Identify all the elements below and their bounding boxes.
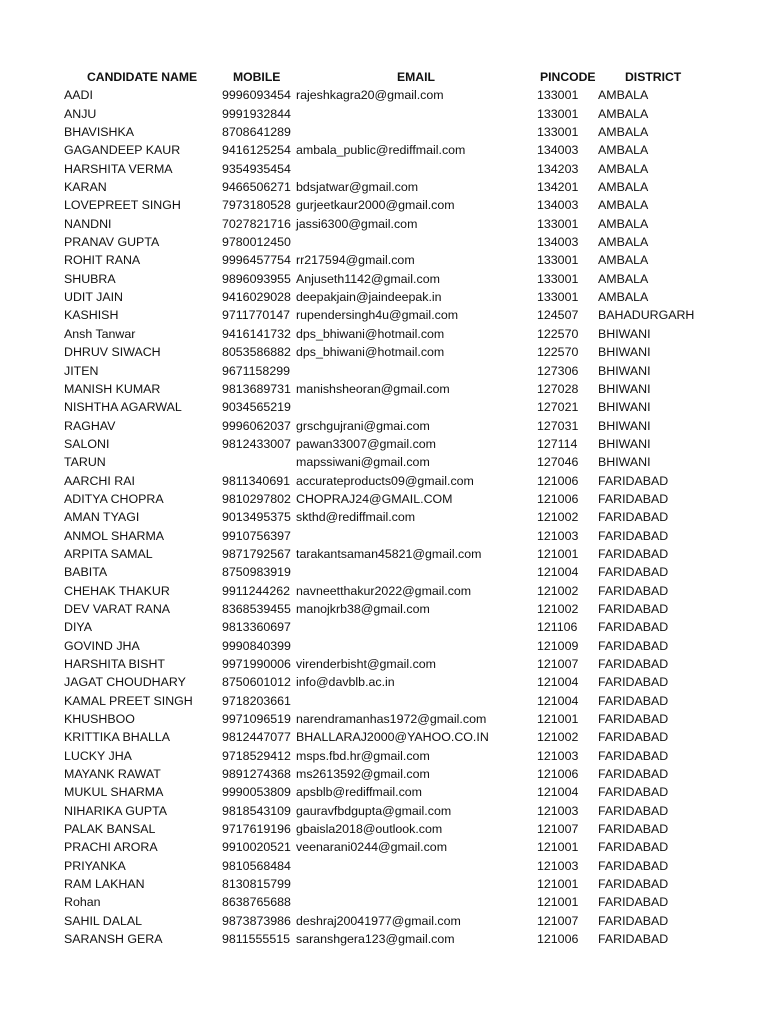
- mobile-cell: 9013495375: [222, 510, 291, 525]
- candidate-name-cell: ANJU: [64, 106, 97, 121]
- district-cell: FARIDABAD: [598, 767, 669, 782]
- header-email: EMAIL: [397, 70, 435, 84]
- mobile-cell: 9896093955: [222, 271, 291, 286]
- header-pincode: PINCODE: [540, 70, 596, 84]
- candidate-table: [0, 68, 768, 949]
- district-cell: AMBALA: [598, 253, 649, 268]
- district-cell: FARIDABAD: [598, 712, 669, 727]
- candidate-name-cell: KASHISH: [64, 308, 119, 323]
- table-row: [0, 325, 768, 343]
- table-row: [0, 435, 768, 453]
- email-cell: gauravfbdgupta@gmail.com: [296, 803, 452, 818]
- mobile-cell: 9991932844: [222, 106, 291, 121]
- pincode-cell: 121002: [537, 583, 579, 598]
- pincode-cell: 121006: [537, 473, 579, 488]
- table-header: [0, 68, 768, 86]
- mobile-cell: 9718203661: [222, 693, 291, 708]
- district-cell: AMBALA: [598, 180, 649, 195]
- district-cell: AMBALA: [598, 106, 649, 121]
- email-cell: navneetthakur2022@gmail.com: [296, 583, 472, 598]
- mobile-cell: 9990053809: [222, 785, 291, 800]
- candidate-name-cell: BABITA: [64, 565, 108, 580]
- pincode-cell: 121006: [537, 767, 579, 782]
- mobile-cell: 9812447077: [222, 730, 291, 745]
- table-row: [0, 123, 768, 141]
- email-cell: bdsjatwar@gmail.com: [296, 180, 419, 195]
- email-cell: rupendersingh4u@gmail.com: [296, 308, 459, 323]
- pincode-cell: 133001: [537, 125, 579, 140]
- pincode-cell: 122570: [537, 345, 579, 360]
- email-cell: narendramanhas1972@gmail.com: [296, 712, 487, 727]
- table-row: [0, 490, 768, 508]
- email-cell: mapssiwani@gmail.com: [296, 455, 430, 470]
- email-cell: apsblb@rediffmail.com: [296, 785, 422, 800]
- pincode-cell: 121004: [537, 785, 579, 800]
- pincode-cell: 121002: [537, 730, 579, 745]
- candidate-name-cell: BHAVISHKA: [64, 125, 135, 140]
- district-cell: BHIWANI: [598, 455, 651, 470]
- mobile-cell: 9971096519: [222, 712, 291, 727]
- pincode-cell: 121001: [537, 712, 579, 727]
- district-cell: FARIDABAD: [598, 913, 669, 928]
- candidate-name-cell: SARANSH GERA: [64, 932, 163, 947]
- candidate-name-cell: PRACHI ARORA: [64, 840, 158, 855]
- table-row: [0, 930, 768, 948]
- email-cell: ambala_public@rediffmail.com: [296, 143, 466, 158]
- table-row: [0, 472, 768, 490]
- pincode-cell: 133001: [537, 290, 579, 305]
- candidate-name-cell: AADI: [64, 88, 93, 103]
- table-row: [0, 527, 768, 545]
- district-cell: FARIDABAD: [598, 785, 669, 800]
- table-row: [0, 160, 768, 178]
- candidate-name-cell: KRITTIKA BHALLA: [64, 730, 171, 745]
- mobile-cell: 9034565219: [222, 400, 291, 415]
- email-cell: grschgujrani@gmai.com: [296, 418, 430, 433]
- pincode-cell: 134003: [537, 143, 579, 158]
- mobile-cell: 9996457754: [222, 253, 291, 268]
- mobile-cell: 9466506271: [222, 180, 291, 195]
- pincode-cell: 121004: [537, 565, 579, 580]
- pincode-cell: 121002: [537, 601, 579, 616]
- table-row: [0, 783, 768, 801]
- candidate-name-cell: JITEN: [64, 363, 99, 378]
- pincode-cell: 133001: [537, 271, 579, 286]
- candidate-name-cell: DEV VARAT RANA: [64, 601, 171, 616]
- email-cell: msps.fbd.hr@gmail.com: [296, 748, 430, 763]
- district-cell: AMBALA: [598, 216, 649, 231]
- district-cell: FARIDABAD: [598, 932, 669, 947]
- candidate-name-cell: PALAK BANSAL: [64, 822, 156, 837]
- table-row: [0, 747, 768, 765]
- candidate-name-cell: DHRUV SIWACH: [64, 345, 161, 360]
- district-cell: FARIDABAD: [598, 565, 669, 580]
- district-cell: BHIWANI: [598, 418, 651, 433]
- district-cell: FARIDABAD: [598, 675, 669, 690]
- header-district: DISTRICT: [625, 70, 682, 84]
- email-cell: manojkrb38@gmail.com: [296, 601, 430, 616]
- table-row: [0, 600, 768, 618]
- mobile-cell: 7027821716: [222, 216, 291, 231]
- table-row: [0, 398, 768, 416]
- mobile-cell: 9780012450: [222, 235, 291, 250]
- pincode-cell: 127028: [537, 381, 579, 396]
- candidate-name-cell: LOVEPREET SINGH: [64, 198, 181, 213]
- pincode-cell: 121003: [537, 528, 579, 543]
- header-mobile: MOBILE: [233, 70, 281, 84]
- candidate-name-cell: NISHTHA AGARWAL: [64, 400, 182, 415]
- mobile-cell: 7973180528: [222, 198, 291, 213]
- table-row: [0, 637, 768, 655]
- mobile-cell: 9711770147: [222, 308, 290, 323]
- district-cell: FARIDABAD: [598, 601, 669, 616]
- pincode-cell: 133001: [537, 106, 579, 121]
- table-row: [0, 875, 768, 893]
- table-row: [0, 820, 768, 838]
- email-cell: rajeshkagra20@gmail.com: [296, 88, 444, 103]
- table-row: [0, 508, 768, 526]
- mobile-cell: 9812433007: [222, 436, 291, 451]
- district-cell: FARIDABAD: [598, 528, 669, 543]
- pincode-cell: 121004: [537, 675, 579, 690]
- mobile-cell: 9873873986: [222, 913, 291, 928]
- mobile-cell: 9818543109: [222, 803, 291, 818]
- table-row: [0, 288, 768, 306]
- table-row: [0, 838, 768, 856]
- pincode-cell: 127046: [537, 455, 579, 470]
- table-row: [0, 251, 768, 269]
- pincode-cell: 133001: [537, 253, 579, 268]
- pincode-cell: 127031: [537, 418, 579, 433]
- candidate-name-cell: RAM LAKHAN: [64, 877, 145, 892]
- mobile-cell: 8368539455: [222, 601, 291, 616]
- pincode-cell: 121003: [537, 748, 579, 763]
- email-cell: pawan33007@gmail.com: [296, 436, 437, 451]
- district-cell: FARIDABAD: [598, 657, 669, 671]
- table-row: [0, 380, 768, 398]
- pincode-cell: 122570: [537, 326, 579, 341]
- district-cell: FARIDABAD: [598, 730, 669, 745]
- candidate-name-cell: PRANAV GUPTA: [64, 235, 160, 250]
- mobile-cell: 9811555515: [222, 932, 290, 947]
- district-cell: FARIDABAD: [598, 840, 669, 855]
- table-row: [0, 270, 768, 288]
- candidate-name-cell: RAGHAV: [64, 418, 116, 433]
- mobile-cell: 9871792567: [222, 546, 291, 561]
- table-row: [0, 417, 768, 435]
- mobile-cell: 9354935454: [222, 161, 291, 176]
- email-cell: deshraj20041977@gmail.com: [296, 913, 461, 928]
- candidate-name-cell: CHEHAK THAKUR: [64, 583, 170, 598]
- table-row: [0, 215, 768, 233]
- table-row: [0, 233, 768, 251]
- table-row: [0, 728, 768, 746]
- pincode-cell: 121001: [537, 546, 579, 561]
- pincode-cell: 121001: [537, 877, 579, 892]
- email-cell: Anjuseth1142@gmail.com: [296, 271, 440, 286]
- email-cell: dps_bhiwani@hotmail.com: [296, 326, 445, 341]
- district-cell: AMBALA: [598, 88, 649, 103]
- district-cell: FARIDABAD: [598, 510, 669, 525]
- mobile-cell: 9996093454: [222, 88, 291, 103]
- pincode-cell: 121006: [537, 932, 579, 947]
- email-cell: manishsheoran@gmail.com: [296, 381, 450, 396]
- table-row: [0, 765, 768, 783]
- mobile-cell: 9416029028: [222, 290, 291, 305]
- district-cell: FARIDABAD: [598, 877, 669, 892]
- district-cell: FARIDABAD: [598, 638, 669, 653]
- district-cell: FARIDABAD: [598, 822, 669, 837]
- table-row: [0, 178, 768, 196]
- pincode-cell: 133001: [537, 88, 579, 103]
- district-cell: BHIWANI: [598, 326, 651, 341]
- candidate-name-cell: MUKUL SHARMA: [64, 785, 164, 800]
- table-row: [0, 563, 768, 581]
- district-cell: BHIWANI: [598, 363, 651, 378]
- district-cell: FARIDABAD: [598, 693, 669, 708]
- table-row: [0, 857, 768, 875]
- email-cell: CHOPRAJ24@GMAIL.COM: [296, 491, 453, 506]
- pincode-cell: 121007: [537, 822, 579, 837]
- email-cell: info@davblb.ac.in: [296, 675, 395, 690]
- district-cell: AMBALA: [598, 271, 649, 286]
- pincode-cell: 134003: [537, 235, 579, 250]
- candidate-name-cell: HARSHITA BISHT: [64, 657, 165, 671]
- district-cell: AMBALA: [598, 125, 649, 140]
- email-cell: dps_bhiwani@hotmail.com: [296, 345, 445, 360]
- pincode-cell: 127306: [537, 363, 579, 378]
- candidate-name-cell: PRIYANKA: [64, 858, 126, 873]
- table-row: [0, 105, 768, 123]
- district-cell: BHIWANI: [598, 436, 651, 451]
- table-row: [0, 618, 768, 636]
- pincode-cell: 134203: [537, 161, 579, 176]
- table-row: [0, 362, 768, 380]
- mobile-cell: 9996062037: [222, 418, 291, 433]
- candidate-name-cell: GAGANDEEP KAUR: [64, 143, 181, 158]
- candidate-name-cell: ROHIT RANA: [64, 253, 141, 268]
- mobile-cell: 9416125254: [222, 143, 291, 158]
- pincode-cell: 124507: [537, 308, 579, 323]
- email-cell: BHALLARAJ2000@YAHOO.CO.IN: [296, 730, 489, 745]
- email-cell: deepakjain@jaindeepak.in: [296, 290, 442, 305]
- district-cell: FARIDABAD: [598, 491, 669, 506]
- candidate-name-cell: LUCKY JHA: [64, 748, 132, 763]
- candidate-name-cell: ADITYA CHOPRA: [64, 491, 164, 506]
- district-cell: FARIDABAD: [598, 803, 669, 818]
- district-cell: BAHADURGARH: [598, 308, 695, 323]
- table-row: [0, 582, 768, 600]
- mobile-cell: 8750601012: [222, 675, 291, 690]
- email-cell: jassi6300@gmail.com: [296, 216, 418, 231]
- district-cell: AMBALA: [598, 161, 649, 176]
- email-cell: virenderbisht@gmail.com: [296, 657, 436, 671]
- email-cell: saranshgera123@gmail.com: [296, 932, 455, 947]
- candidate-name-cell: AARCHI RAI: [64, 473, 135, 488]
- pincode-cell: 121004: [537, 693, 579, 708]
- mobile-cell: 9910020521: [222, 840, 291, 855]
- district-cell: FARIDABAD: [598, 546, 669, 561]
- email-cell: skthd@rediffmail.com: [296, 510, 416, 525]
- email-cell: gurjeetkaur2000@gmail.com: [296, 198, 455, 213]
- table-row: [0, 306, 768, 324]
- email-cell: gbaisla2018@outlook.com: [296, 822, 443, 837]
- mobile-cell: 9891274368: [222, 767, 291, 782]
- mobile-cell: 9810297802: [222, 491, 291, 506]
- mobile-cell: 9910756397: [222, 528, 291, 543]
- candidate-name-cell: ARPITA SAMAL: [64, 546, 153, 561]
- table-row: [0, 453, 768, 471]
- district-cell: AMBALA: [598, 290, 649, 305]
- mobile-cell: 8708641289: [222, 125, 291, 140]
- mobile-cell: 8130815799: [222, 877, 291, 892]
- table-row: [0, 692, 768, 710]
- pincode-cell: 134003: [537, 198, 579, 213]
- mobile-cell: 9990840399: [222, 638, 291, 653]
- candidate-name-cell: Ansh Tanwar: [64, 326, 136, 341]
- pincode-cell: 133001: [537, 216, 579, 231]
- candidate-name-cell: KARAN: [64, 180, 107, 195]
- district-cell: FARIDABAD: [598, 620, 669, 635]
- email-cell: tarakantsaman45821@gmail.com: [296, 546, 482, 561]
- mobile-cell: 9911244262: [222, 583, 290, 598]
- pincode-cell: 121006: [537, 491, 579, 506]
- mobile-cell: 9811340691: [222, 473, 290, 488]
- table-row: [0, 802, 768, 820]
- pincode-cell: 121002: [537, 510, 579, 525]
- candidate-name-cell: KHUSHBOO: [64, 712, 135, 727]
- district-cell: FARIDABAD: [598, 748, 669, 763]
- email-cell: ms2613592@gmail.com: [296, 767, 430, 782]
- district-cell: BHIWANI: [598, 345, 651, 360]
- pincode-cell: 127021: [537, 400, 579, 415]
- pincode-cell: 134201: [537, 180, 579, 195]
- candidate-name-cell: GOVIND JHA: [64, 638, 140, 653]
- district-cell: FARIDABAD: [598, 895, 669, 910]
- candidate-name-cell: UDIT JAIN: [64, 290, 123, 305]
- candidate-name-cell: SHUBRA: [64, 271, 116, 286]
- pincode-cell: 121009: [537, 638, 579, 653]
- table-row: [0, 655, 768, 673]
- mobile-cell: 8638765688: [222, 895, 291, 910]
- mobile-cell: 9416141732: [222, 326, 291, 341]
- mobile-cell: 9971990006: [222, 657, 291, 671]
- table-row: [0, 545, 768, 563]
- candidate-name-cell: HARSHITA VERMA: [64, 161, 173, 176]
- candidate-name-cell: NANDNI: [64, 216, 112, 231]
- district-cell: AMBALA: [598, 198, 649, 213]
- pincode-cell: 121001: [537, 895, 579, 910]
- candidate-name-cell: MANISH KUMAR: [64, 381, 161, 396]
- pincode-cell: 121003: [537, 858, 579, 873]
- mobile-cell: 9717619196: [222, 822, 291, 837]
- pincode-cell: 121007: [537, 913, 579, 928]
- table-row: [0, 86, 768, 104]
- candidate-name-cell: NIHARIKA GUPTA: [64, 803, 168, 818]
- mobile-cell: 9813689731: [222, 381, 291, 396]
- table-row: [0, 343, 768, 361]
- candidate-name-cell: Rohan: [64, 895, 101, 910]
- pincode-cell: 127114: [537, 436, 578, 451]
- district-cell: BHIWANI: [598, 381, 651, 396]
- candidate-name-cell: AMAN TYAGI: [64, 510, 140, 525]
- pincode-cell: 121001: [537, 840, 579, 855]
- table-row: [0, 710, 768, 728]
- table-row: [0, 141, 768, 159]
- mobile-cell: 8750983919: [222, 565, 291, 580]
- mobile-cell: 8053586882: [222, 345, 291, 360]
- pincode-cell: 121106: [537, 620, 578, 635]
- mobile-cell: 9718529412: [222, 748, 291, 763]
- mobile-cell: 9810568484: [222, 858, 291, 873]
- district-cell: AMBALA: [598, 143, 649, 158]
- email-cell: rr217594@gmail.com: [296, 253, 415, 268]
- candidate-name-cell: JAGAT CHOUDHARY: [64, 675, 186, 690]
- mobile-cell: 9671158299: [222, 363, 290, 378]
- candidate-name-cell: MAYANK RAWAT: [64, 767, 161, 782]
- district-cell: BHIWANI: [598, 400, 651, 415]
- table-body: [0, 86, 768, 948]
- email-cell: accurateproducts09@gmail.com: [296, 473, 474, 488]
- district-cell: FARIDABAD: [598, 583, 669, 598]
- table-row: [0, 196, 768, 214]
- district-cell: AMBALA: [598, 235, 649, 250]
- table-row: [0, 673, 768, 691]
- pincode-cell: 121007: [537, 657, 579, 671]
- mobile-cell: 9813360697: [222, 620, 291, 635]
- email-cell: veenarani0244@gmail.com: [296, 840, 448, 855]
- table-row: [0, 912, 768, 930]
- table-row: [0, 893, 768, 911]
- candidate-name-cell: TARUN: [64, 455, 106, 470]
- candidate-name-cell: KAMAL PREET SINGH: [64, 693, 193, 708]
- candidate-name-cell: DIYA: [64, 620, 92, 635]
- candidate-name-cell: SALONI: [64, 436, 110, 451]
- header-candidate-name: CANDIDATE NAME: [87, 70, 198, 84]
- candidate-name-cell: SAHIL DALAL: [64, 913, 143, 928]
- district-cell: FARIDABAD: [598, 473, 669, 488]
- pincode-cell: 121003: [537, 803, 579, 818]
- district-cell: FARIDABAD: [598, 858, 669, 873]
- candidate-name-cell: ANMOL SHARMA: [64, 528, 165, 543]
